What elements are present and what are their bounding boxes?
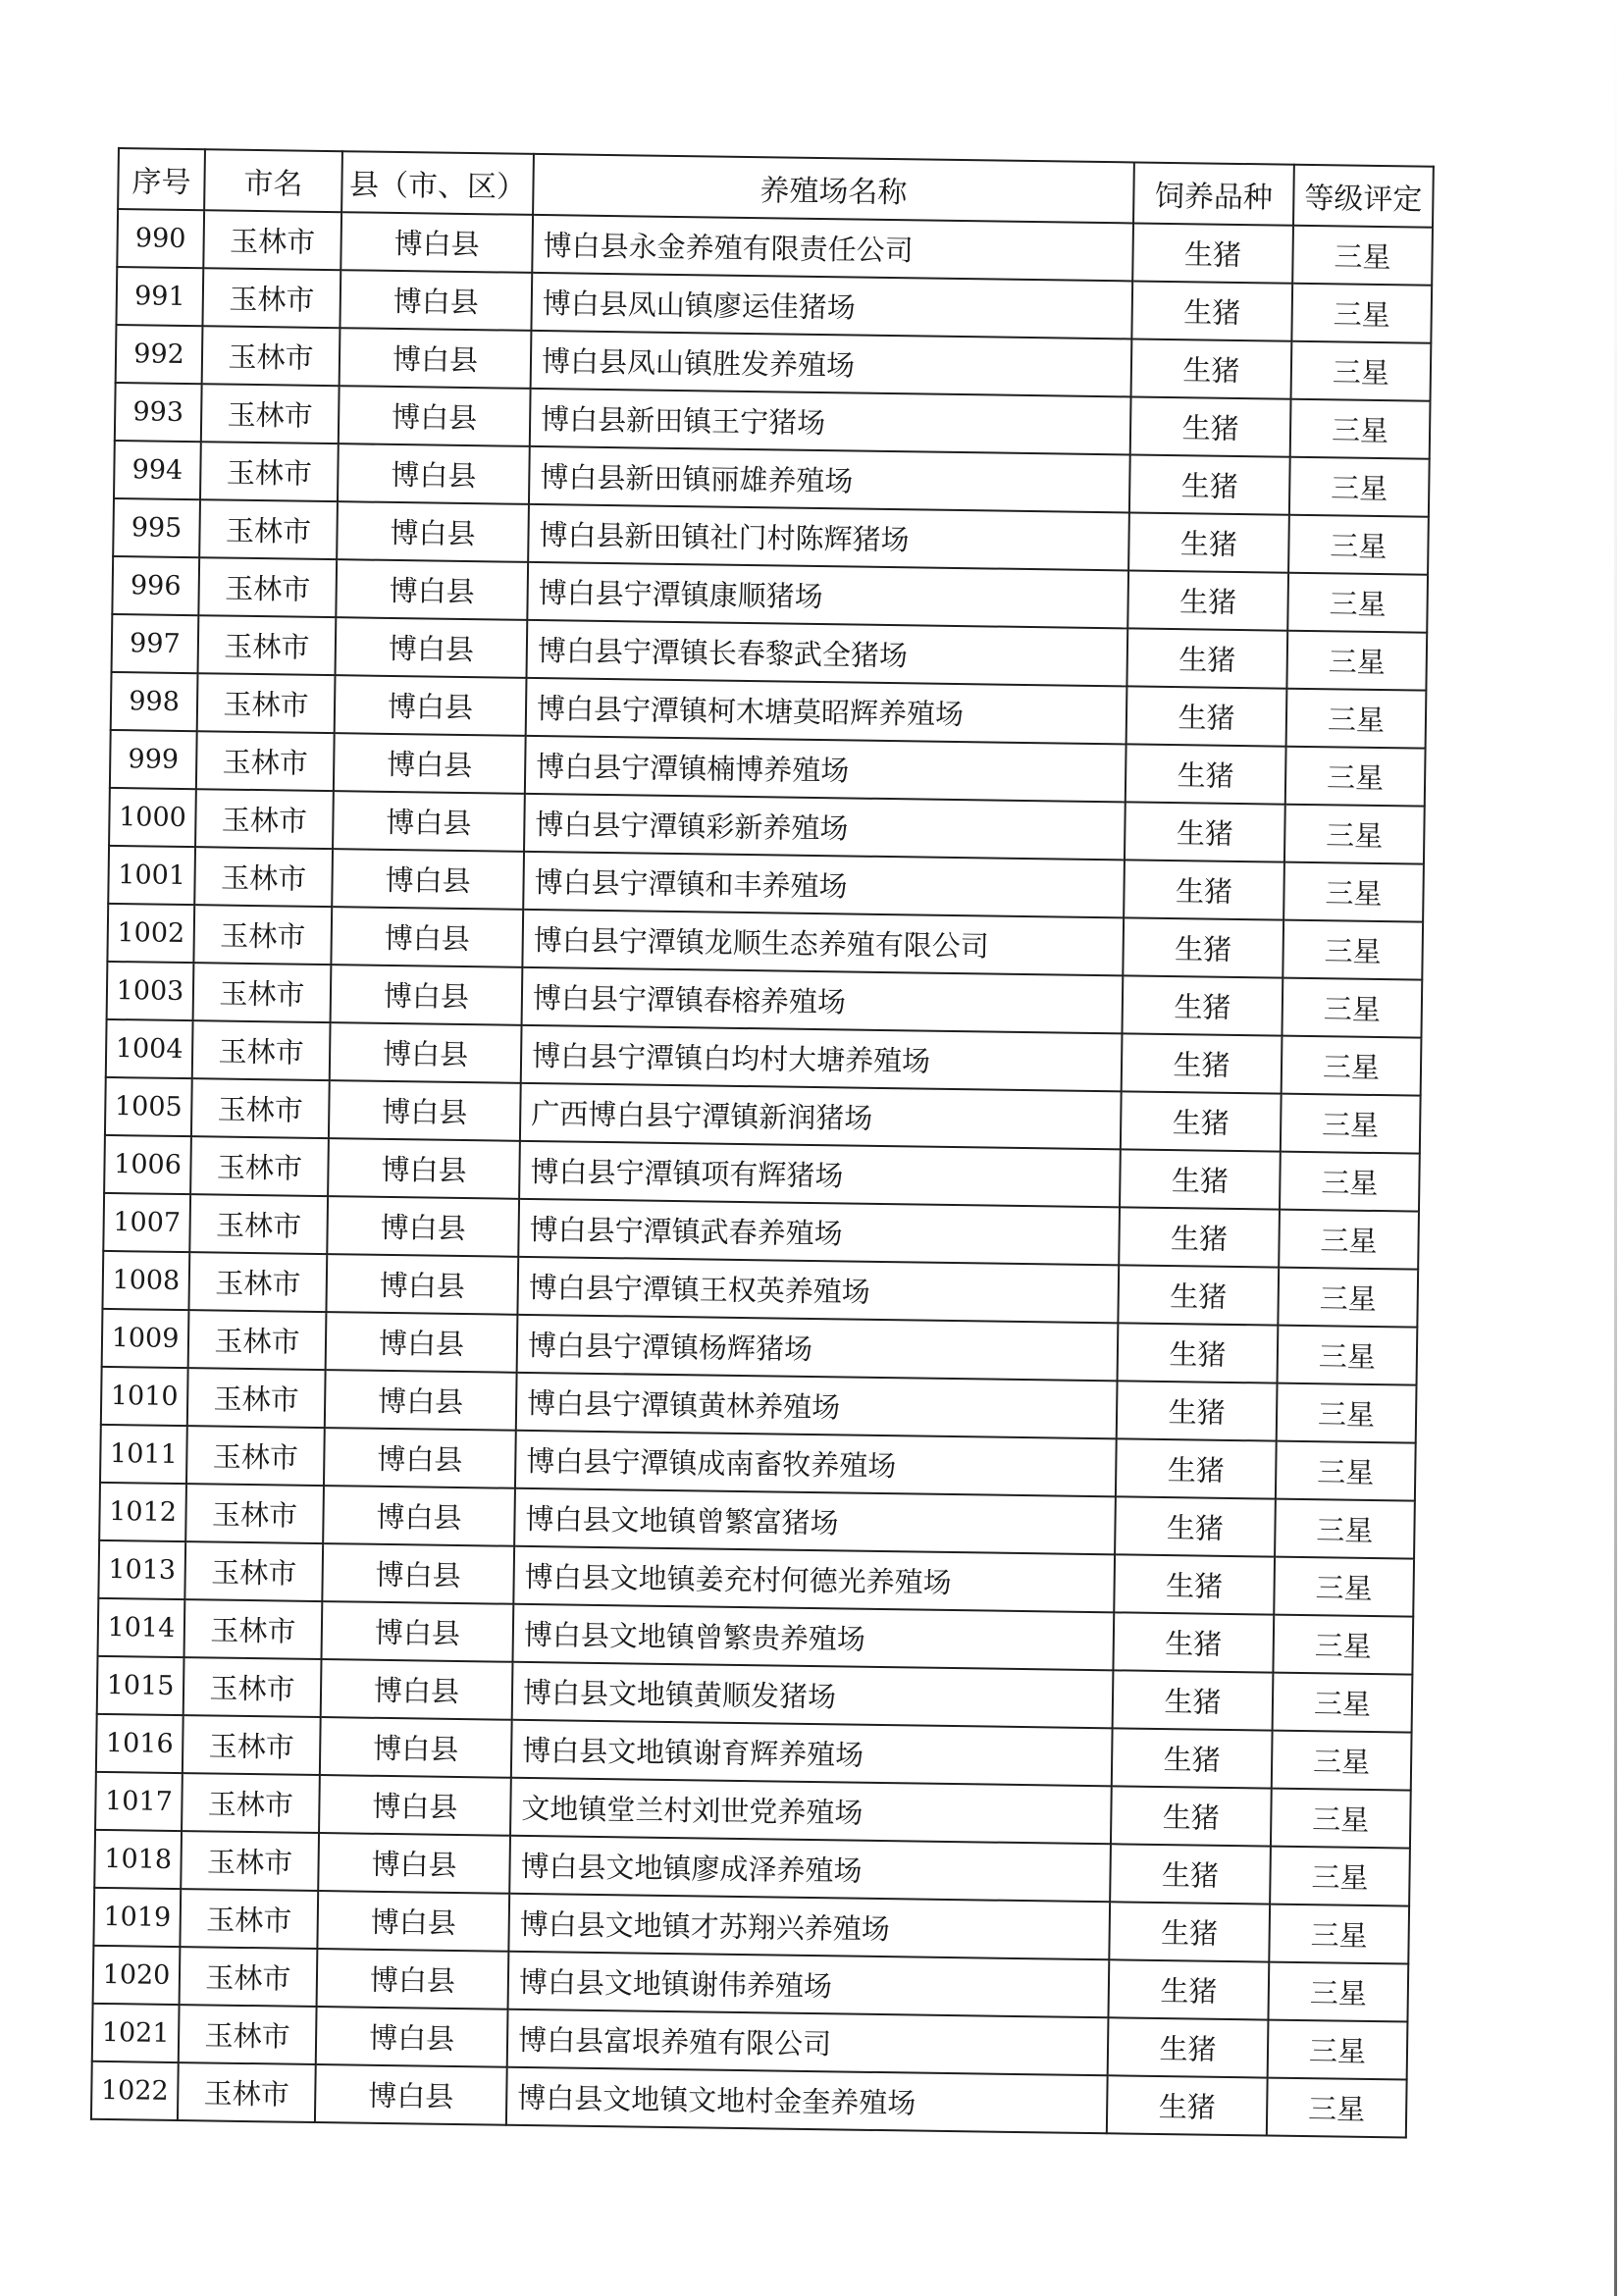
cell-index: 1011 [100,1425,187,1484]
cell-grade: 三星 [1271,1789,1411,1849]
cell-county: 博白县 [333,791,525,852]
cell-farm-name: 博白县宁潭镇春榕养殖场 [522,967,1124,1034]
cell-county: 博白县 [318,1833,510,1894]
cell-index: 1007 [103,1193,190,1252]
cell-breed: 生猪 [1118,1265,1279,1325]
cell-breed: 生猪 [1131,339,1292,398]
cell-city: 玉林市 [186,1426,325,1486]
header-breed: 饲养品种 [1133,162,1294,225]
cell-city: 玉林市 [193,905,332,965]
farm-rating-table [90,147,1435,2139]
cell-grade: 三星 [1280,1152,1420,1212]
cell-breed: 生猪 [1107,2075,1268,2135]
cell-farm-name: 博白县凤山镇胜发养殖场 [531,331,1132,397]
cell-grade: 三星 [1285,747,1426,807]
cell-farm-name: 博白县文地镇曾繁贵养殖场 [512,1604,1114,1671]
cell-county: 博白县 [327,1196,519,1257]
cell-city: 玉林市 [183,1657,322,1717]
cell-index: 999 [110,730,197,789]
cell-county: 博白县 [317,1949,509,2009]
cell-farm-name: 博白县新田镇社门村陈辉猪场 [528,504,1129,571]
cell-grade: 三星 [1282,978,1422,1038]
cell-grade: 三星 [1279,1210,1419,1270]
cell-county: 博白县 [340,212,533,273]
cell-breed: 生猪 [1117,1381,1278,1440]
cell-city: 玉林市 [188,1252,327,1312]
cell-city: 玉林市 [183,1715,321,1775]
cell-index: 1016 [96,1714,183,1773]
cell-breed: 生猪 [1110,1844,1271,1904]
cell-grade: 三星 [1291,284,1432,343]
cell-county: 博白县 [331,907,523,967]
cell-index: 1008 [102,1251,189,1310]
cell-county: 博白县 [325,1370,517,1431]
cell-breed: 生猪 [1126,686,1287,746]
cell-city: 玉林市 [181,1831,319,1891]
cell-city: 玉林市 [180,1889,318,1949]
cell-grade: 三星 [1274,1557,1414,1617]
cell-county: 博白县 [331,965,523,1025]
cell-city: 玉林市 [179,2005,317,2064]
cell-county: 博白县 [317,1891,509,1952]
cell-grade: 三星 [1272,1731,1412,1791]
cell-grade: 三星 [1273,1673,1413,1733]
cell-breed: 生猪 [1123,917,1283,977]
cell-index: 1010 [101,1367,188,1426]
cell-farm-name: 博白县凤山镇廖运佳猪场 [531,273,1132,339]
cell-grade: 三星 [1268,2020,1408,2080]
cell-index: 1020 [93,1946,181,2005]
scan-edge-shadow [1614,0,1617,2296]
cell-city: 玉林市 [182,1773,320,1833]
cell-grade: 三星 [1269,1905,1409,1964]
cell-farm-name: 博白县宁潭镇成南畜牧养殖场 [515,1431,1117,1497]
document-sheet [90,147,1435,2139]
cell-breed: 生猪 [1114,1554,1275,1614]
cell-city: 玉林市 [184,1541,323,1601]
cell-breed: 生猪 [1124,860,1284,919]
cell-farm-name: 博白县富垠养殖有限公司 [507,2009,1109,2076]
cell-breed: 生猪 [1126,628,1287,688]
cell-city: 玉林市 [193,963,332,1022]
cell-index: 1015 [97,1656,184,1715]
cell-index: 997 [112,614,199,673]
cell-grade: 三星 [1278,1326,1418,1385]
cell-city: 玉林市 [178,2062,316,2122]
cell-index: 1018 [94,1830,182,1889]
cell-index: 1005 [105,1077,192,1136]
cell-county: 博白县 [315,2064,507,2125]
cell-farm-name: 博白县宁潭镇康顺猪场 [527,562,1128,629]
cell-city: 玉林市 [198,557,337,617]
cell-grade: 三星 [1288,515,1429,575]
cell-breed: 生猪 [1127,570,1288,630]
cell-farm-name: 博白县宁潭镇楠博养殖场 [525,736,1126,803]
cell-city: 玉林市 [185,1484,324,1543]
cell-farm-name: 博白县宁潭镇王权英养殖场 [517,1257,1119,1324]
cell-city: 玉林市 [203,210,341,270]
cell-breed: 生猪 [1118,1323,1279,1383]
cell-grade: 三星 [1283,862,1424,922]
cell-farm-name: 博白县宁潭镇柯木塘莫昭辉养殖场 [526,678,1127,745]
cell-county: 博白县 [322,1601,514,1662]
cell-farm-name: 博白县宁潭镇杨辉猪场 [517,1315,1119,1382]
cell-breed: 生猪 [1129,454,1290,514]
cell-index: 994 [114,441,201,499]
cell-grade: 三星 [1289,457,1430,517]
cell-grade: 三星 [1291,341,1432,401]
cell-index: 1001 [108,846,195,905]
cell-grade: 三星 [1287,573,1428,633]
cell-grade: 三星 [1268,1962,1408,2022]
cell-index: 1019 [93,1888,181,1947]
cell-breed: 生猪 [1115,1496,1276,1556]
cell-index: 998 [111,672,198,731]
cell-grade: 三星 [1281,1094,1421,1154]
cell-farm-name: 博白县文地镇曾繁富猪场 [514,1488,1116,1555]
cell-city: 玉林市 [191,1078,330,1138]
cell-index: 1006 [104,1135,191,1194]
cell-breed: 生猪 [1121,1091,1282,1151]
cell-breed: 生猪 [1109,1902,1270,1961]
header-city: 市名 [204,149,342,212]
cell-breed: 生猪 [1120,1149,1281,1209]
cell-city: 玉林市 [196,731,335,791]
cell-county: 博白县 [335,675,527,736]
cell-index: 1000 [109,788,196,847]
cell-farm-name: 博白县宁潭镇彩新养殖场 [524,794,1126,861]
cell-farm-name: 博白县文地镇谢育辉养殖场 [511,1720,1113,1787]
cell-index: 1021 [92,2004,180,2062]
cell-city: 玉林市 [202,326,340,386]
cell-breed: 生猪 [1108,2017,1269,2077]
cell-farm-name: 博白县宁潭镇白均村大塘养殖场 [521,1025,1123,1092]
cell-city: 玉林市 [188,1310,327,1370]
cell-city: 玉林市 [189,1194,328,1254]
cell-grade: 三星 [1277,1383,1417,1443]
cell-index: 995 [113,498,200,557]
cell-grade: 三星 [1290,399,1431,459]
cell-county: 博白县 [324,1428,516,1488]
cell-farm-name: 博白县宁潭镇项有辉猪场 [519,1141,1121,1208]
header-grade: 等级评定 [1293,165,1434,228]
cell-county: 博白县 [330,1022,522,1083]
cell-county: 博白县 [337,501,529,562]
cell-grade: 三星 [1275,1499,1415,1559]
cell-index: 1003 [107,962,194,1020]
cell-index: 996 [112,556,199,615]
cell-grade: 三星 [1284,805,1425,864]
cell-county: 博白县 [326,1254,518,1315]
cell-county: 博白县 [328,1138,520,1199]
cell-city: 玉林市 [180,1947,318,2007]
cell-grade: 三星 [1276,1441,1416,1501]
cell-county: 博白县 [323,1486,515,1546]
cell-farm-name: 博白县宁潭镇黄林养殖场 [516,1373,1118,1439]
cell-grade: 三星 [1273,1615,1413,1675]
cell-county: 博白县 [339,386,531,446]
cell-city: 玉林市 [184,1599,323,1659]
cell-grade: 三星 [1286,689,1427,749]
cell-county: 博白县 [320,1717,512,1778]
cell-farm-name: 博白县文地镇谢伟养殖场 [508,1952,1110,2018]
cell-grade: 三星 [1292,226,1433,286]
cell-grade: 三星 [1278,1268,1418,1328]
cell-county: 博白县 [338,444,530,504]
cell-county: 博白县 [340,328,532,389]
cell-farm-name: 广西博白县宁潭镇新润猪场 [520,1083,1122,1150]
cell-county: 博白县 [336,617,528,678]
cell-breed: 生猪 [1113,1670,1274,1730]
cell-city: 玉林市 [187,1368,326,1428]
cell-index: 1013 [98,1540,185,1599]
cell-county: 博白县 [321,1659,513,1720]
cell-farm-name: 博白县文地镇廖成泽养殖场 [509,1836,1111,1903]
cell-breed: 生猪 [1130,396,1291,456]
cell-index: 991 [116,267,203,326]
cell-grade: 三星 [1270,1847,1410,1906]
cell-county: 博白县 [326,1312,518,1373]
cell-county: 博白县 [340,270,532,331]
cell-index: 992 [116,325,203,384]
cell-index: 1002 [107,904,194,963]
cell-farm-name: 博白县新田镇王宁猪场 [530,389,1131,455]
cell-breed: 生猪 [1122,1033,1283,1093]
cell-index: 1014 [98,1598,185,1657]
header-county: 县（市、区） [341,151,534,215]
header-farm-name: 养殖场名称 [533,154,1134,224]
cell-city: 玉林市 [195,789,334,849]
cell-breed: 生猪 [1111,1786,1272,1846]
cell-farm-name: 博白县宁潭镇武春养殖场 [518,1199,1120,1266]
cell-farm-name: 博白县文地镇姜充村何德光养殖场 [513,1546,1115,1613]
cell-city: 玉林市 [202,268,340,328]
cell-breed: 生猪 [1122,975,1283,1035]
cell-breed: 生猪 [1116,1438,1277,1498]
cell-index: 1009 [102,1309,189,1368]
cell-index: 990 [117,209,204,268]
cell-index: 993 [115,383,202,442]
table-body [91,209,1433,2138]
cell-county: 博白县 [319,1775,511,1836]
cell-farm-name: 博白县新田镇丽雄养殖场 [529,446,1130,513]
header-index: 序号 [118,148,205,210]
cell-index: 1012 [99,1483,186,1541]
cell-city: 玉林市 [198,615,337,675]
cell-farm-name: 博白县文地镇才苏翔兴养殖场 [508,1894,1110,1960]
cell-index: 1022 [91,2061,179,2120]
cell-city: 玉林市 [201,384,340,444]
cell-breed: 生猪 [1112,1728,1273,1788]
cell-farm-name: 博白县宁潭镇和丰养殖场 [523,852,1125,918]
cell-county: 博白县 [322,1543,514,1604]
cell-farm-name: 博白县文地镇黄顺发猪场 [512,1662,1114,1729]
cell-farm-name: 博白县永金养殖有限责任公司 [532,215,1133,282]
cell-grade: 三星 [1286,631,1427,691]
cell-breed: 生猪 [1119,1207,1280,1267]
cell-county: 博白县 [332,849,524,910]
cell-county: 博白县 [316,2007,508,2067]
cell-city: 玉林市 [200,442,339,501]
cell-city: 玉林市 [197,673,336,733]
cell-farm-name: 文地镇堂兰村刘世党养殖场 [510,1778,1112,1845]
cell-grade: 三星 [1282,1036,1422,1096]
cell-farm-name: 博白县文地镇文地村金奎养殖场 [506,2067,1108,2134]
cell-grade: 三星 [1283,920,1423,980]
cell-grade: 三星 [1267,2078,1407,2138]
cell-farm-name: 博白县宁潭镇龙顺生态养殖有限公司 [522,910,1124,976]
cell-city: 玉林市 [190,1136,329,1196]
cell-breed: 生猪 [1131,281,1292,340]
cell-index: 1004 [106,1019,193,1078]
cell-index: 1017 [95,1772,183,1831]
cell-breed: 生猪 [1128,512,1289,572]
cell-city: 玉林市 [199,499,338,559]
cell-breed: 生猪 [1132,223,1293,283]
cell-breed: 生猪 [1113,1612,1274,1672]
cell-city: 玉林市 [194,847,333,907]
cell-city: 玉林市 [192,1020,331,1080]
cell-farm-name: 博白县宁潭镇长春黎武全猪场 [526,620,1127,687]
cell-county: 博白县 [336,559,528,620]
cell-breed: 生猪 [1126,744,1286,804]
cell-breed: 生猪 [1108,1959,1269,2019]
cell-county: 博白县 [334,733,526,794]
cell-county: 博白县 [329,1080,521,1141]
cell-breed: 生猪 [1125,802,1285,861]
